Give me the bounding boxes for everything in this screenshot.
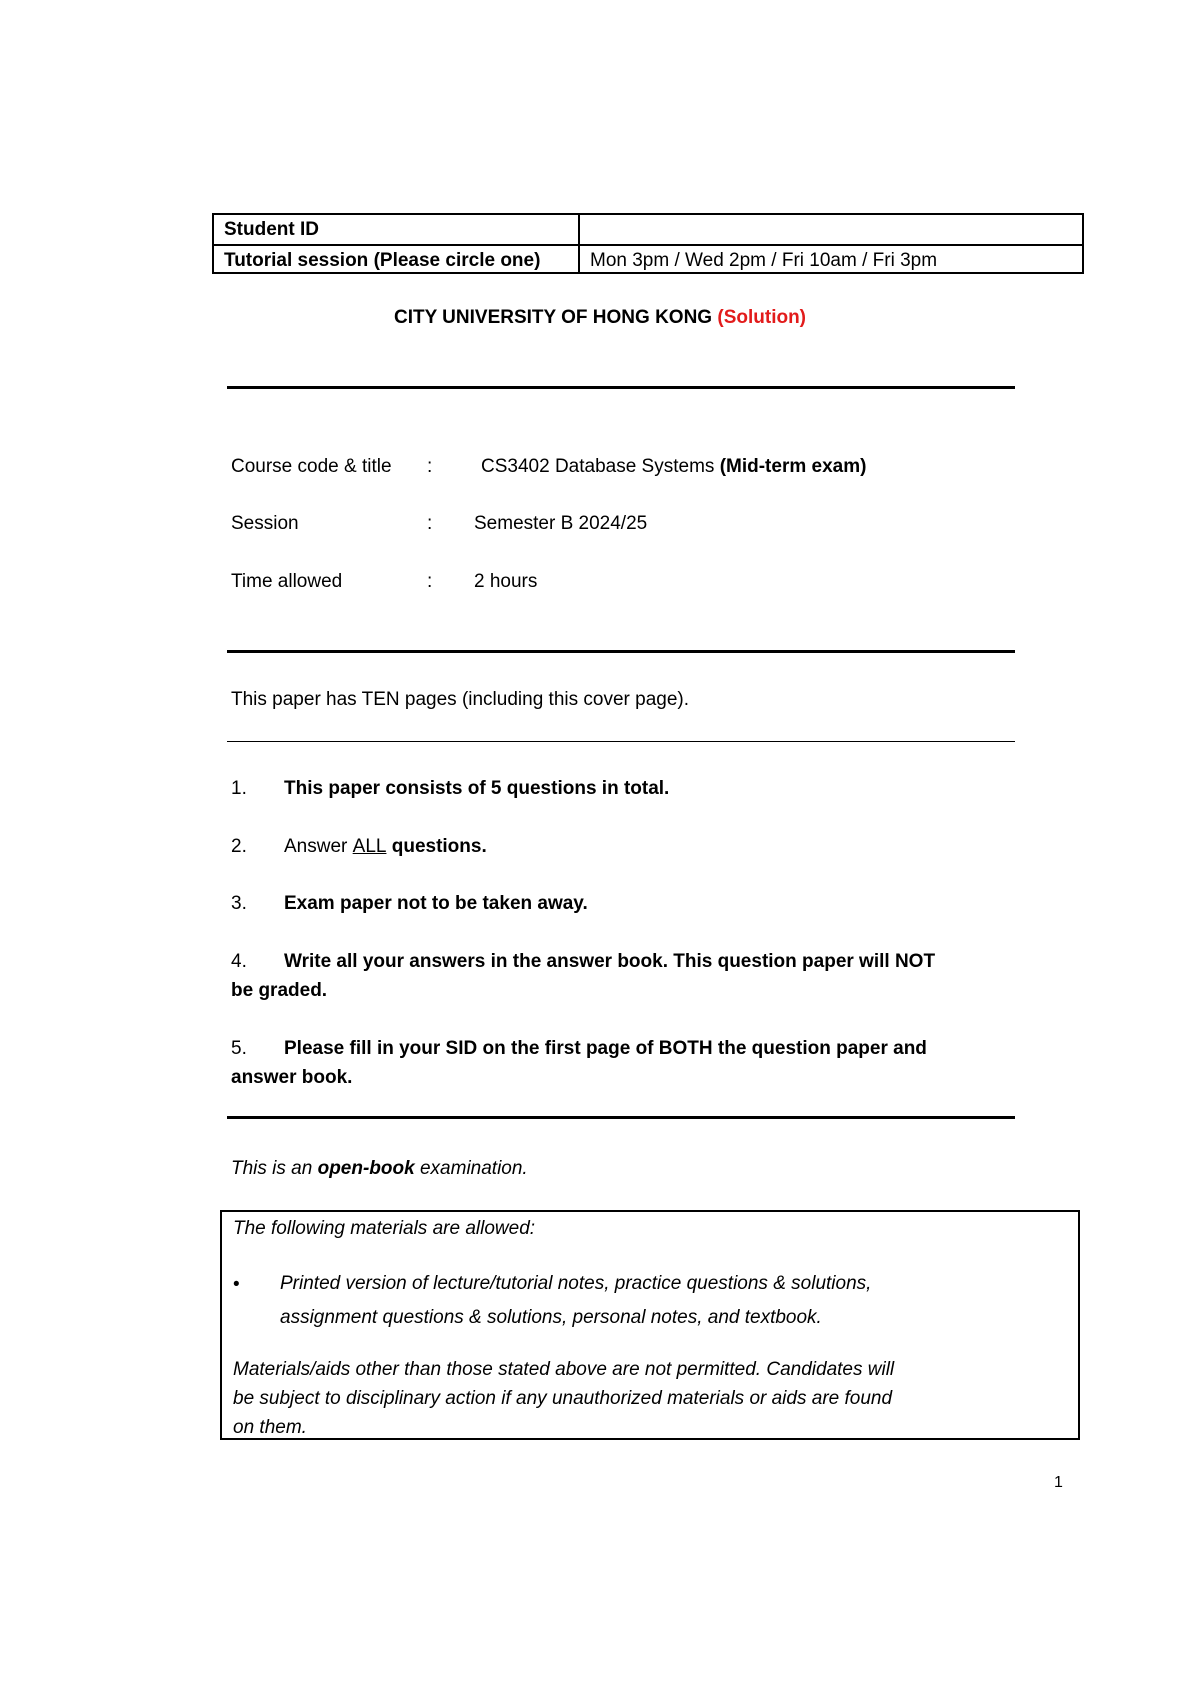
instruction-number: 2.: [231, 836, 247, 857]
pages-note: This paper has TEN pages (including this cover page).: [231, 689, 690, 710]
instruction-emphasis: ALL: [352, 836, 387, 857]
session-value: Semester B 2024/25: [474, 513, 648, 534]
instruction-text: This paper consists of 5 questions in total.: [284, 778, 670, 799]
instruction-text: Write all your answers in the answer book. This question paper will NOT: [284, 951, 936, 972]
instruction-text: Please fill in your SID on the first page of BOTH the question paper and: [284, 1038, 927, 1059]
time-allowed-value: 2 hours: [474, 571, 538, 592]
student-id-label: Student ID: [224, 219, 319, 240]
tutorial-session-row: [214, 246, 1082, 275]
materials-intro: The following materials are allowed:: [233, 1218, 536, 1239]
open-book-note: [231, 1158, 528, 1180]
university-title: [0, 307, 1200, 329]
divider-top: [227, 386, 1015, 389]
solution-tag: (Solution): [717, 307, 807, 328]
course-colon: :: [427, 456, 433, 477]
tutorial-session-label: Tutorial session (Please circle one): [224, 250, 541, 271]
instruction-number: 3.: [231, 893, 247, 914]
instruction-text-part: questions.: [391, 836, 487, 857]
session-colon: :: [427, 513, 433, 534]
page-number: 1: [1054, 1474, 1063, 1491]
instruction-text: [284, 836, 487, 858]
instruction-number: 1.: [231, 778, 247, 799]
tutorial-session-options: Mon 3pm / Wed 2pm / Fri 10am / Fri 3pm: [590, 250, 938, 271]
materials-warning-continued: be subject to disciplinary action if any unauthorized materials or aids are found: [233, 1388, 893, 1409]
university-name: CITY UNIVERSITY OF HONG KONG: [393, 307, 713, 328]
instruction-number: 4.: [231, 951, 247, 972]
instruction-text-continued: answer book.: [231, 1067, 353, 1088]
student-id-row: [214, 215, 1082, 246]
open-book-emphasis: open-book: [317, 1158, 415, 1179]
materials-bullet-text: Printed version of lecture/tutorial notes, practice questions & solutions,: [280, 1273, 872, 1294]
session-label: Session: [231, 513, 299, 534]
materials-warning: Materials/aids other than those stated above are not permitted. Candidates will: [233, 1359, 895, 1380]
student-info-table: [212, 213, 1084, 274]
course-label: Course code & title: [231, 456, 392, 477]
time-allowed-colon: :: [427, 571, 433, 592]
allowed-materials-box: [220, 1210, 1080, 1440]
divider-middle: [227, 650, 1015, 653]
bullet-icon: •: [233, 1274, 240, 1295]
open-book-pre: This is an: [231, 1158, 313, 1179]
materials-warning-continued: on them.: [233, 1417, 307, 1438]
instruction-text-continued: be graded.: [231, 980, 328, 1001]
course-exam-type: (Mid-term exam): [719, 456, 867, 477]
divider-thin: [227, 741, 1015, 742]
course-value: [481, 456, 866, 478]
open-book-post: examination.: [419, 1158, 528, 1179]
course-title: CS3402 Database Systems: [481, 456, 715, 477]
instruction-number: 5.: [231, 1038, 247, 1059]
divider-bottom: [227, 1116, 1015, 1119]
instruction-text-part: Answer: [284, 836, 348, 857]
instruction-text: Exam paper not to be taken away.: [284, 893, 588, 914]
materials-bullet-text-continued: assignment questions & solutions, personal notes, and textbook.: [280, 1307, 822, 1328]
time-allowed-label: Time allowed: [231, 571, 343, 592]
